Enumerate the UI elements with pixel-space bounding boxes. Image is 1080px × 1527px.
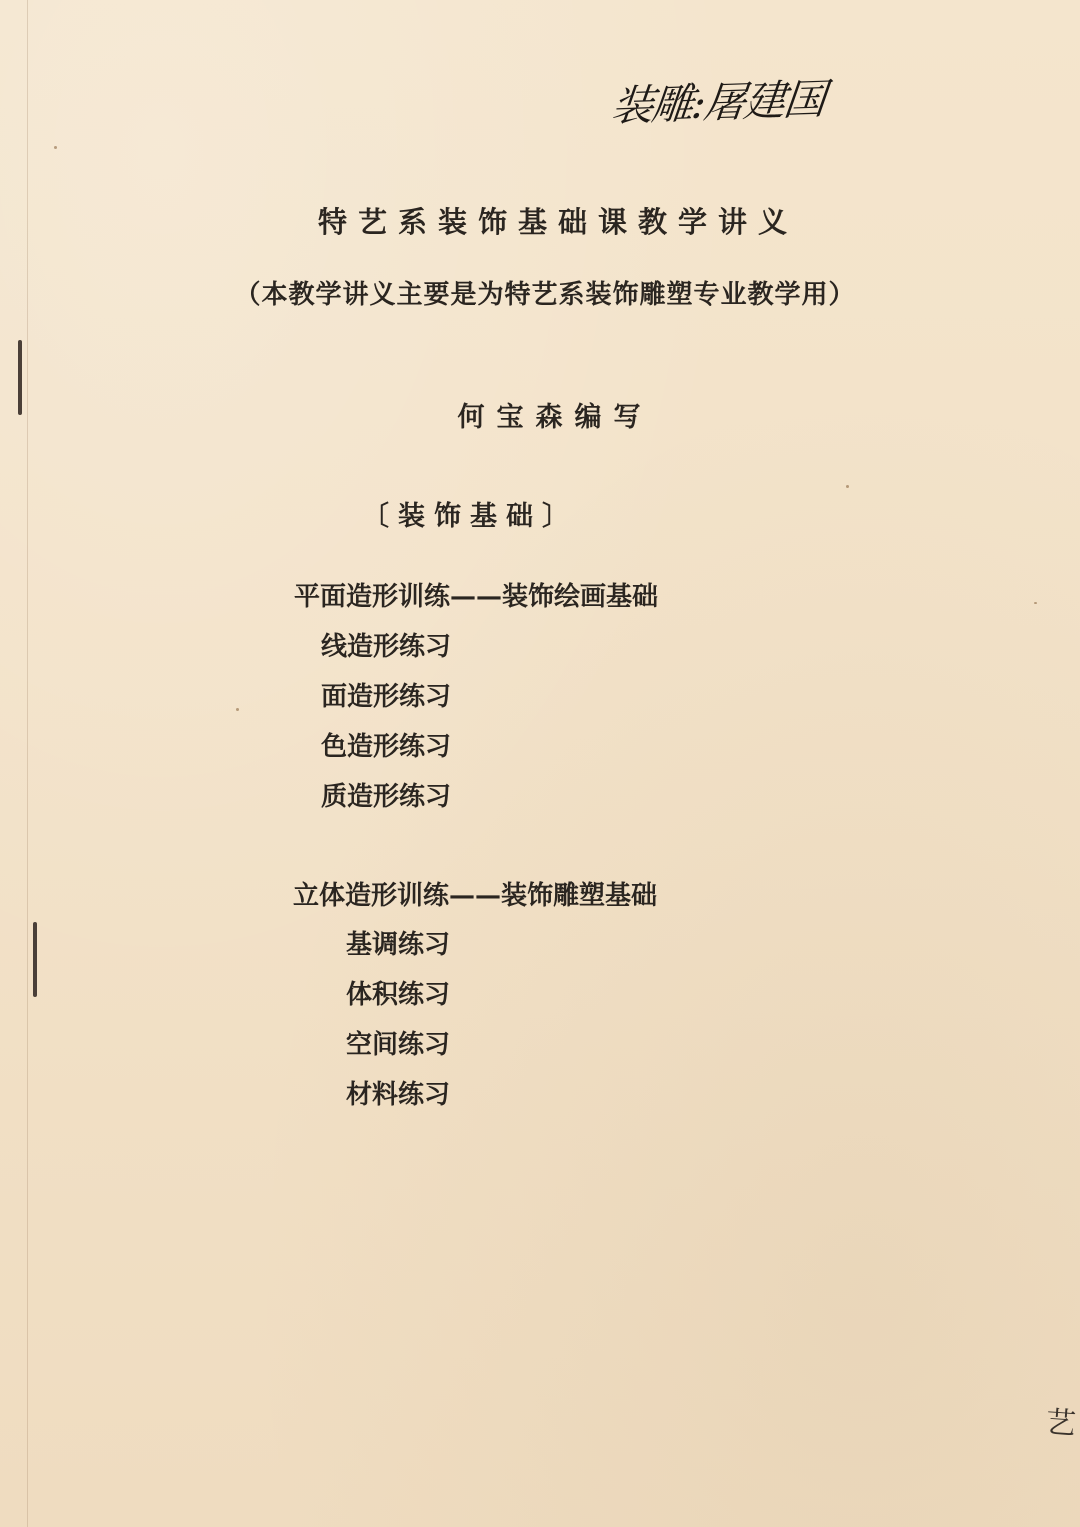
lecture-subtitle: （本教学讲义主要是为特艺系装饰雕塑专业教学用）	[234, 280, 856, 310]
group-item: 基调练习	[346, 930, 451, 960]
group-item: 体积练习	[346, 980, 451, 1010]
paper-speck	[54, 146, 57, 149]
group-title-planar: 平面造形训练——装饰绘画基础	[294, 582, 659, 612]
group-item: 空间练习	[346, 1030, 451, 1060]
group-item: 质造形练习	[321, 782, 452, 812]
lecture-title: 特艺系装饰基础课教学讲义	[317, 205, 798, 239]
group-item: 面造形练习	[321, 682, 452, 712]
group-item: 材料练习	[346, 1080, 451, 1110]
paper-speck	[1034, 602, 1037, 604]
handwritten-note: 装雕:屠建国	[609, 74, 827, 131]
margin-handwritten-mark: 艺	[1044, 1404, 1077, 1442]
section-heading: 〔装饰基础〕	[362, 501, 578, 532]
staple-bottom	[33, 922, 37, 997]
group-item: 色造形练习	[321, 732, 452, 762]
group-item: 线造形练习	[321, 632, 452, 662]
paper-speck	[236, 708, 239, 711]
group-title-3d: 立体造形训练——装饰雕塑基础	[293, 881, 658, 911]
paper-speck	[846, 485, 849, 488]
author-line: 何宝森编写	[457, 402, 653, 433]
